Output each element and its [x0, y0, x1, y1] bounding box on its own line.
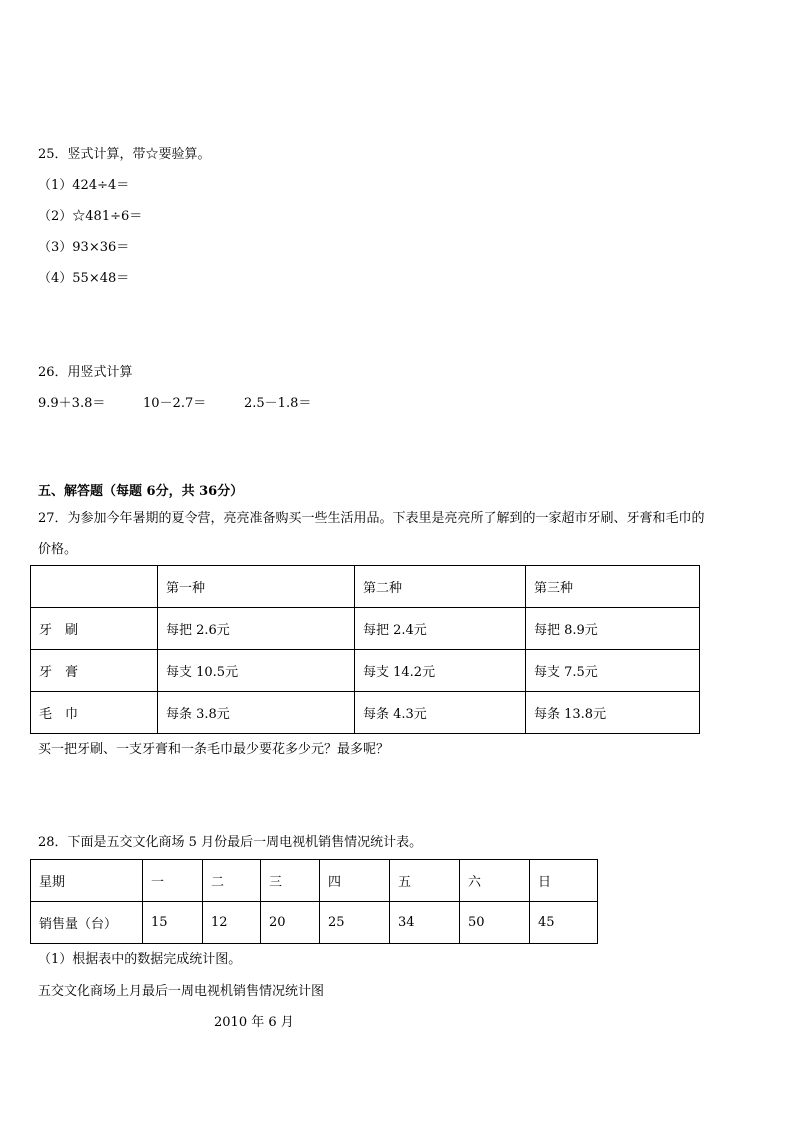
table-cell: 12 — [203, 902, 261, 944]
q28-sub1: （1）根据表中的数据完成统计图。 — [38, 952, 242, 967]
table-row — [31, 860, 598, 902]
table-header-cell: 五 — [390, 860, 460, 902]
table-cell: 每把 2.6元 — [158, 608, 355, 650]
table-cell: 20 — [261, 902, 320, 944]
table-cell: 15 — [143, 902, 203, 944]
table-cell: 45 — [530, 902, 598, 944]
table-row-label: 毛 巾 — [31, 692, 158, 734]
q26-expr-3: 2.5－1.8＝ — [244, 396, 312, 411]
price-table — [30, 565, 700, 734]
q28-chart-title: 五交文化商场上月最后一周电视机销售情况统计图 — [38, 984, 325, 999]
table-cell — [31, 566, 158, 608]
sales-table — [30, 859, 598, 944]
table-cell: 25 — [320, 902, 390, 944]
table-row — [31, 692, 700, 734]
table-cell: 每支 10.5元 — [158, 650, 355, 692]
table-row-label: 销售量（台） — [31, 902, 143, 944]
table-row-label: 牙 膏 — [31, 650, 158, 692]
table-header-cell: 一 — [143, 860, 203, 902]
table-row — [31, 650, 700, 692]
q25-item-3: （3）93×36＝ — [38, 240, 130, 255]
q25-item-1: （1）424÷4＝ — [38, 178, 130, 193]
table-header-cell: 第二种 — [355, 566, 526, 608]
q27-question: 买一把牙刷、一支牙膏和一条毛巾最少要花多少元？最多呢？ — [38, 742, 390, 757]
q26-expr-1: 9.9＋3.8＝ — [38, 396, 106, 411]
q28-chart-date: 2010 年 6 月 — [214, 1015, 294, 1030]
table-header-cell: 星期 — [31, 860, 143, 902]
table-row — [31, 608, 700, 650]
table-cell: 34 — [390, 902, 460, 944]
section-heading: 五、解答题（每题 6分，共 36分） — [38, 484, 244, 499]
table-header-cell: 日 — [530, 860, 598, 902]
table-cell: 每把 2.4元 — [355, 608, 526, 650]
table-header-cell: 第三种 — [526, 566, 700, 608]
q28-title: 28．下面是五交文化商场 5 月份最后一周电视机销售情况统计表。 — [38, 835, 423, 850]
table-header-cell: 六 — [460, 860, 530, 902]
table-cell: 每条 13.8元 — [526, 692, 700, 734]
q27-text-line2: 价格。 — [38, 542, 78, 557]
table-cell: 每支 7.5元 — [526, 650, 700, 692]
table-cell: 每条 3.8元 — [158, 692, 355, 734]
table-row-label: 牙 刷 — [31, 608, 158, 650]
table-cell: 每支 14.2元 — [355, 650, 526, 692]
q25-title: 25．竖式计算，带☆要验算。 — [38, 147, 211, 162]
q26-expr-2: 10－2.7＝ — [143, 396, 207, 411]
table-header-cell: 第一种 — [158, 566, 355, 608]
table-header-cell: 四 — [320, 860, 390, 902]
table-row — [31, 566, 700, 608]
q25-item-4: （4）55×48＝ — [38, 271, 130, 286]
table-header-cell: 二 — [203, 860, 261, 902]
q26-expressions — [38, 395, 311, 413]
q25-item-2: （2）☆481÷6＝ — [38, 209, 143, 224]
table-header-cell: 三 — [261, 860, 320, 902]
q27-text-line1: 27．为参加今年暑期的夏令营，亮亮准备购买一些生活用品。下表里是亮亮所了解到的一家超市牙刷、牙膏和毛巾的 — [38, 511, 705, 526]
table-cell: 每把 8.9元 — [526, 608, 700, 650]
table-row — [31, 902, 598, 944]
table-cell: 50 — [460, 902, 530, 944]
table-cell: 每条 4.3元 — [355, 692, 526, 734]
q26-title: 26．用竖式计算 — [38, 365, 133, 380]
